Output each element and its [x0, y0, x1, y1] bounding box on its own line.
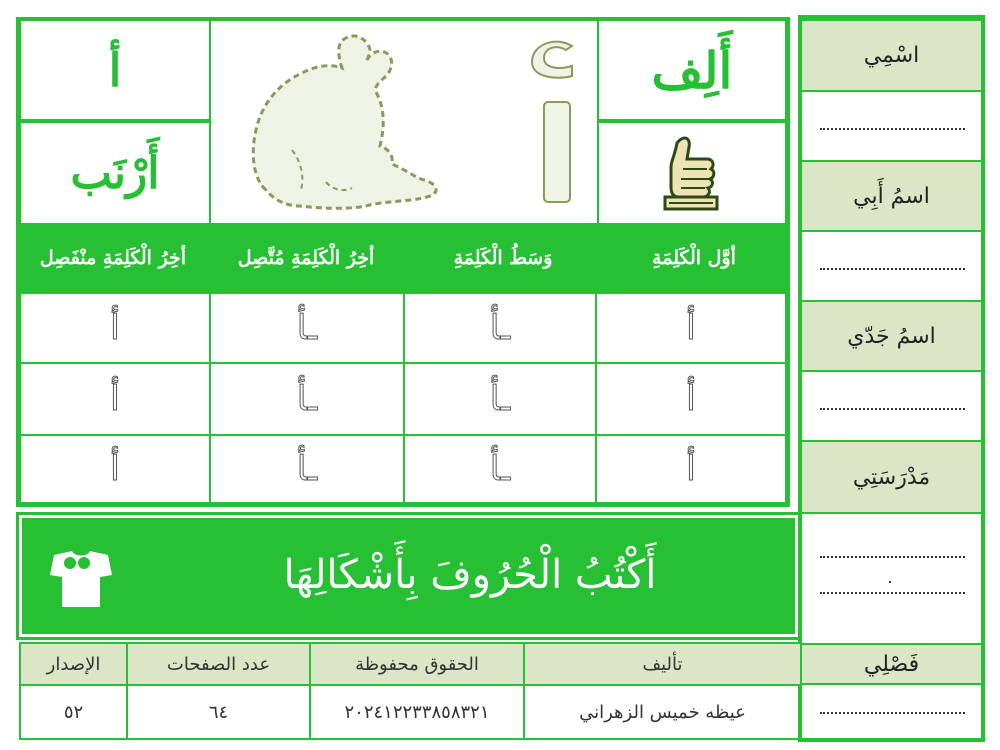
example-word-cell [19, 121, 211, 225]
grandfather-name-label: اسمُ جَدّي [802, 300, 981, 372]
table-value-edition: ٥٢ [19, 684, 128, 740]
banner-title: أَكْتُبُ الْحُرُوفَ بِأَشْكَالِهَا [283, 552, 657, 598]
table-value-pages: ٦٤ [126, 684, 311, 740]
father-name-label: اسمُ أَبِي [802, 160, 981, 232]
name-label: اسْمِي [802, 19, 981, 92]
grandfather-name-field[interactable] [820, 408, 965, 410]
table-header-edition: الإصدار [19, 642, 128, 686]
father-name-field[interactable] [820, 268, 965, 270]
header-end-separate: أخِرُ الْكَلِمَةِ منْفَصِل [39, 247, 187, 269]
isolated-letter: أ [108, 43, 122, 97]
thumbs-up-cell [597, 121, 787, 225]
trace-end-connected-3[interactable]: ـأ [209, 434, 405, 504]
table-header-author: تأليف [523, 642, 802, 686]
class-label: فَصْلِي [802, 643, 981, 685]
trace-middle-1[interactable]: ـأ [403, 292, 597, 364]
big-alif-hamza-icon [522, 40, 584, 210]
trace-end-separate-2[interactable]: أ [19, 362, 211, 436]
example-word: أَرْنَب [70, 147, 160, 199]
trace-end-separate-1[interactable]: أ [19, 292, 211, 364]
letter-name: أَلِف [651, 40, 733, 100]
class-field[interactable] [820, 712, 965, 714]
header-end-connected: أخِرُ الْكَلِمَةِ مُتَّصِل [237, 247, 375, 269]
trace-middle-2[interactable]: ـأ [403, 362, 597, 436]
school-label: مَدْرَسَتِي [802, 440, 981, 514]
school-field-line-2[interactable] [820, 592, 965, 594]
trace-middle-3[interactable]: ـأ [403, 434, 597, 504]
trace-end-connected-2[interactable]: ـأ [209, 362, 405, 436]
table-value-copyright: ٢٠٢٤١٢٢٣٣٨٥٨٣٢١ [309, 684, 525, 740]
trace-end-separate-3[interactable]: أ [19, 434, 211, 504]
tshirt-icon [48, 549, 114, 609]
trace-start-2[interactable]: أ [595, 362, 787, 436]
trace-start-1[interactable]: أ [595, 292, 787, 364]
rabbit-outline-icon [236, 30, 496, 215]
thumbs-up-icon [657, 133, 727, 213]
student-info-panel [798, 15, 985, 742]
school-field-line-1[interactable] [820, 556, 965, 558]
header-middle: وَسَطُ الْكَلِمَةِ [453, 247, 553, 269]
letter-positions-header [19, 224, 787, 292]
isolated-letter-cell [19, 19, 211, 121]
table-value-author: عيظه خميس الزهراني [523, 684, 802, 740]
table-header-pages: عدد الصفحات [126, 642, 311, 686]
trace-end-connected-1[interactable]: ـأ [209, 292, 405, 364]
header-start: أوَّل الْكَلِمَةِ [652, 247, 736, 269]
trace-start-3[interactable]: أ [595, 434, 787, 504]
school-field-dot: . [887, 568, 893, 587]
table-header-copyright: الحقوق محفوظة [309, 642, 525, 686]
letter-name-cell [597, 19, 787, 121]
name-field[interactable] [820, 128, 965, 130]
